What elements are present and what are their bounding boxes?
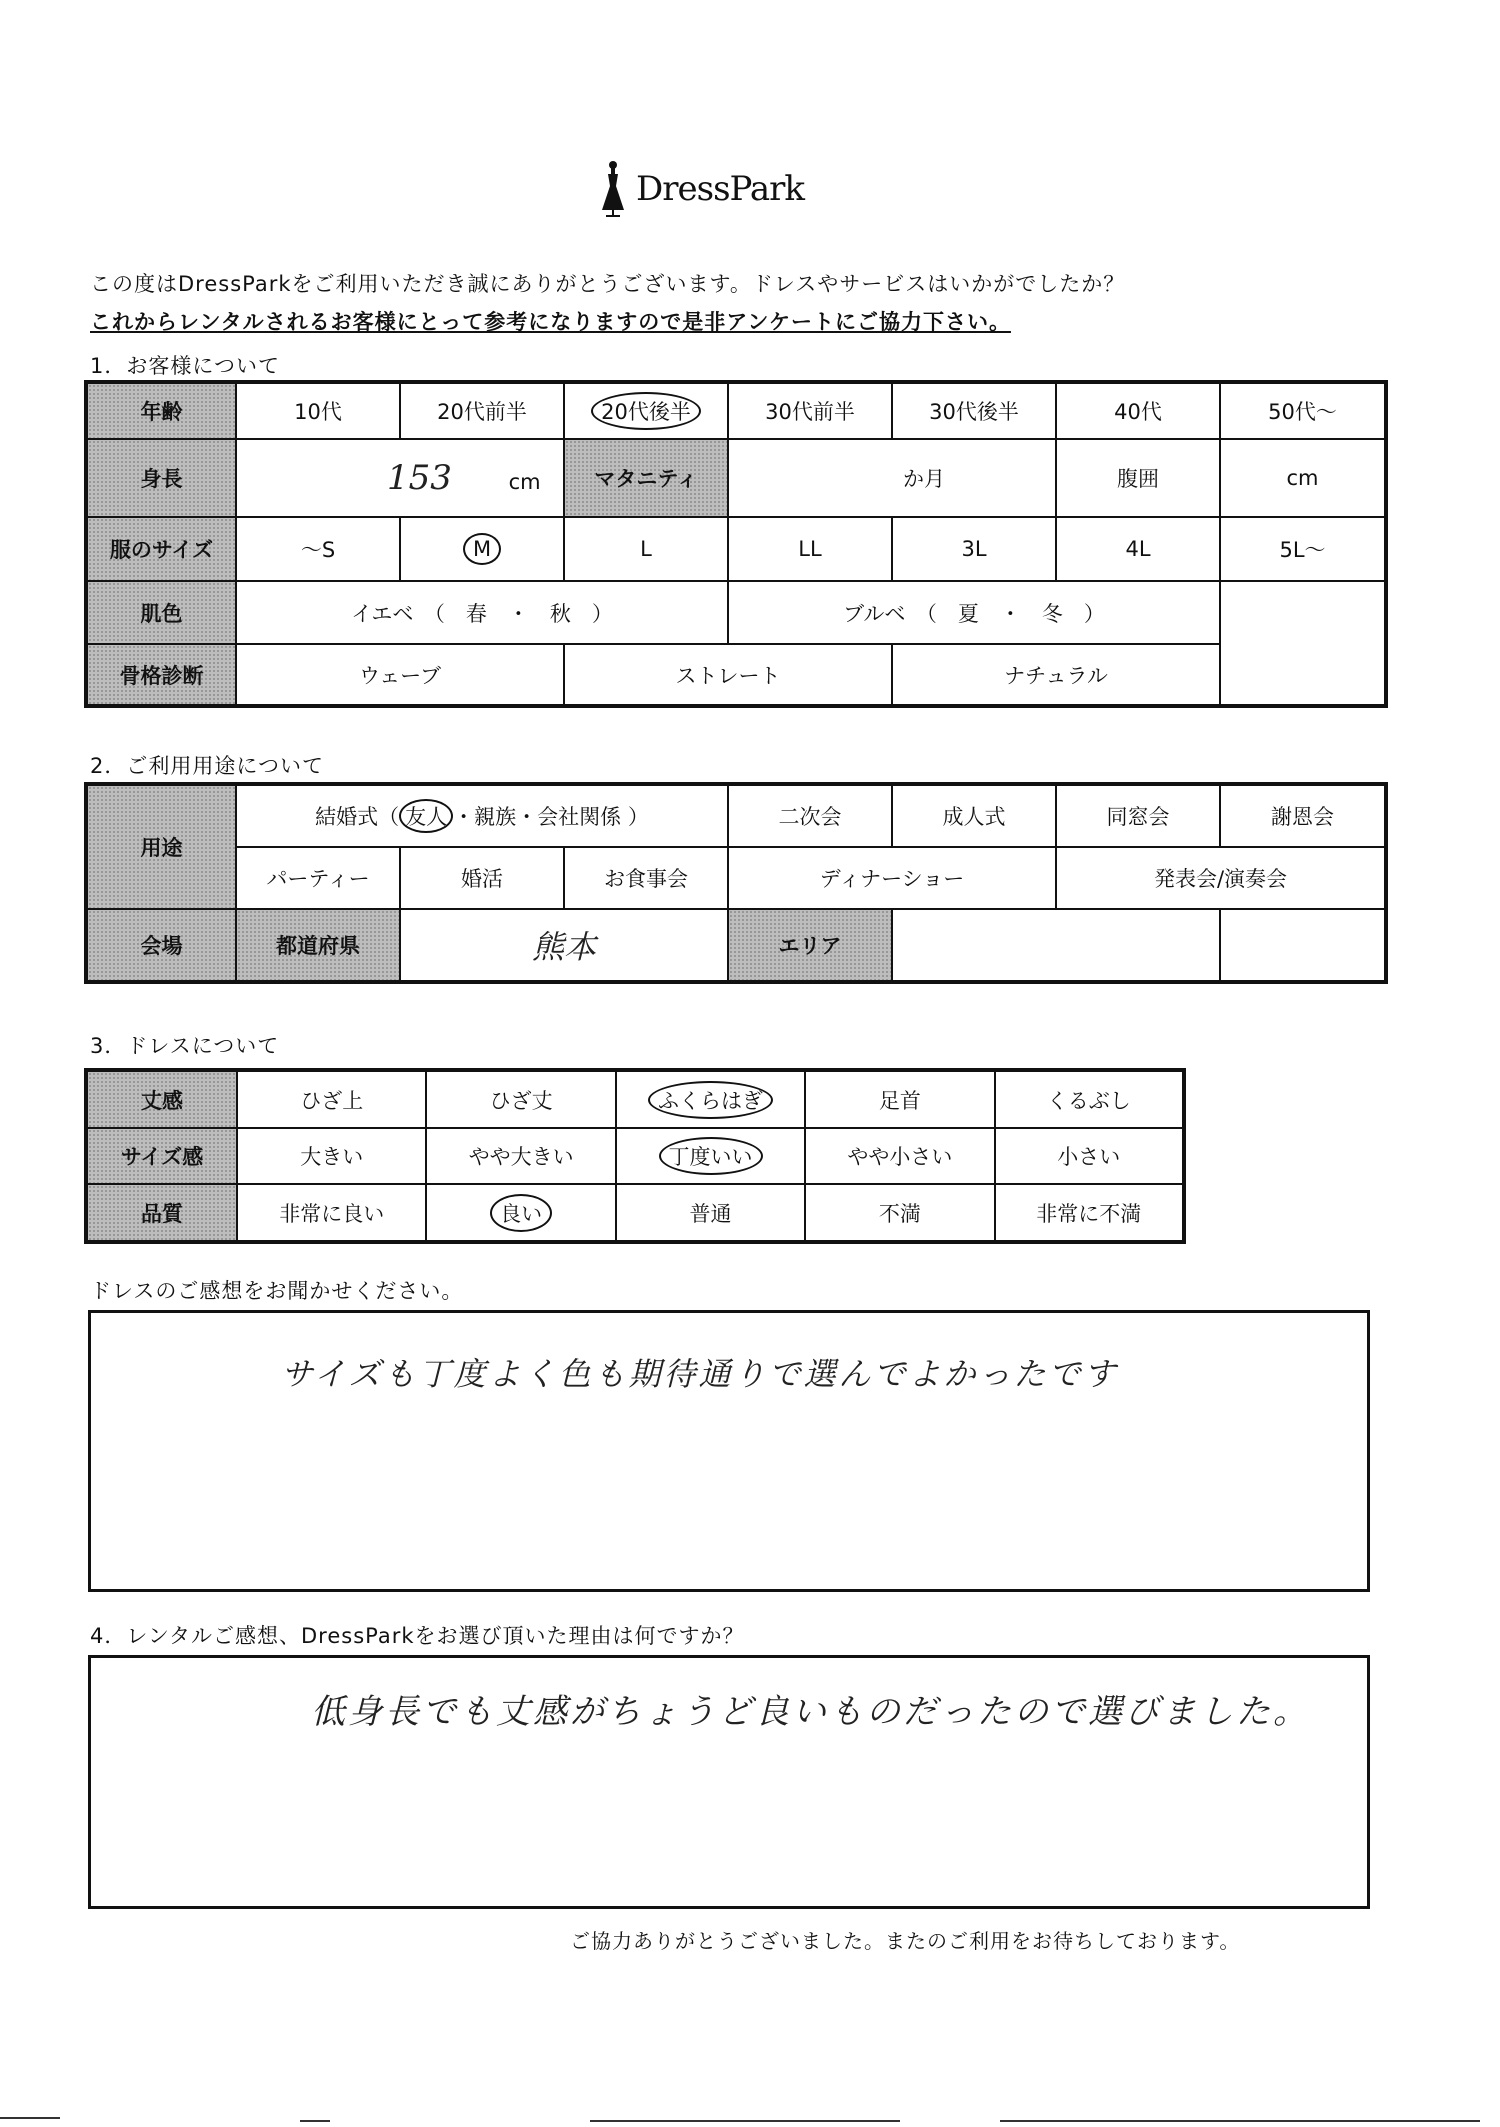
body-type-row xyxy=(86,644,1386,706)
customer-table xyxy=(84,380,1388,708)
reason-answer-box[interactable] xyxy=(88,1655,1370,1909)
length-option[interactable]: 足首 xyxy=(805,1070,994,1128)
scan-edge-mark xyxy=(590,2120,900,2122)
area-field[interactable] xyxy=(892,909,1220,982)
height-value: 153 xyxy=(387,458,452,498)
quality-option-selected[interactable] xyxy=(426,1184,615,1242)
area-label: エリア xyxy=(728,909,892,982)
size-option[interactable]: 4L xyxy=(1056,517,1220,581)
dress-table xyxy=(84,1068,1186,1244)
purpose-option[interactable]: 同窓会 xyxy=(1056,784,1220,847)
purpose-option[interactable]: 婚活 xyxy=(400,847,564,909)
scan-edge-mark xyxy=(0,2117,60,2119)
selected-circle: 丁度いい xyxy=(659,1137,763,1175)
purpose-option[interactable]: お食事会 xyxy=(564,847,728,909)
body-type-label: 骨格診断 xyxy=(86,644,236,706)
height-label: 身長 xyxy=(86,439,236,517)
usage-row-2 xyxy=(86,847,1386,909)
body-type-option[interactable]: ナチュラル xyxy=(892,644,1220,706)
size-option[interactable]: L xyxy=(564,517,728,581)
purpose-option[interactable]: 発表会/演奏会 xyxy=(1056,847,1386,909)
skin-row xyxy=(86,581,1386,644)
section4-title: 4．レンタルご感想、DressParkをお選び頂いた理由は何ですか？ xyxy=(90,1624,745,1648)
prefecture-value: 熊本 xyxy=(532,928,597,966)
fit-option-selected[interactable] xyxy=(616,1128,805,1184)
height-row xyxy=(86,439,1386,517)
length-label: 丈感 xyxy=(86,1070,237,1128)
blank-cell xyxy=(1220,581,1386,644)
prefecture-field[interactable] xyxy=(400,909,728,982)
waist-unit: cm xyxy=(1286,466,1319,490)
length-option-selected[interactable] xyxy=(616,1070,805,1128)
impression-answer: サイズも丁度よく色も期待通りで選んでよかったです xyxy=(281,1355,1119,1393)
venue-row xyxy=(86,909,1386,982)
wedding-option[interactable] xyxy=(236,784,728,847)
prefecture-label: 都道府県 xyxy=(236,909,400,982)
size-row xyxy=(86,517,1386,581)
maternity-label: マタニティ xyxy=(564,439,728,517)
selected-circle: 友人 xyxy=(399,799,453,833)
impression-question: ドレスのご感想をお聞かせください。 xyxy=(90,1279,464,1303)
size-option[interactable]: LL xyxy=(728,517,892,581)
wedding-prefix: 結婚式（ xyxy=(315,805,400,829)
size-option-selected[interactable] xyxy=(400,517,564,581)
body-type-option[interactable]: ストレート xyxy=(564,644,892,706)
footer-thanks: ご協力ありがとうございました。またのご利用をお待ちしております。 xyxy=(570,1929,1241,1953)
quality-option[interactable]: 普通 xyxy=(616,1184,805,1242)
height-unit: cm xyxy=(508,470,541,494)
maternity-months-field[interactable] xyxy=(728,439,1056,517)
selected-circle: ふくらはぎ xyxy=(648,1081,773,1119)
fit-option[interactable]: やや大きい xyxy=(426,1128,615,1184)
purpose-option[interactable]: ディナーショー xyxy=(728,847,1056,909)
brand-name: DressPark xyxy=(636,169,805,209)
size-option[interactable]: 5L～ xyxy=(1220,517,1386,581)
scan-edge-mark xyxy=(300,2120,330,2122)
fit-label: サイズ感 xyxy=(86,1128,237,1184)
fit-row xyxy=(86,1128,1184,1184)
quality-label: 品質 xyxy=(86,1184,237,1242)
usage-table xyxy=(84,782,1388,984)
age-option-selected[interactable] xyxy=(564,382,728,439)
age-label: 年齢 xyxy=(86,382,236,439)
wedding-suffix: ・親族・会社関係 ） xyxy=(453,805,649,829)
age-option[interactable]: 10代 xyxy=(236,382,400,439)
skin-blue-option[interactable]: ブルベ （ 夏 ・ 冬 ） xyxy=(728,581,1220,644)
purpose-option[interactable]: 成人式 xyxy=(892,784,1056,847)
purpose-option[interactable]: 二次会 xyxy=(728,784,892,847)
intro-text: この度はDressParkをご利用いただき誠にありがとうございます。ドレスやサービスはいかがでしたか？ xyxy=(90,272,1126,296)
scan-edge-mark xyxy=(1000,2120,1480,2122)
usage-row-1 xyxy=(86,784,1386,847)
purpose-label: 用途 xyxy=(86,784,236,909)
selected-circle: 良い xyxy=(490,1194,552,1232)
fit-option[interactable]: やや小さい xyxy=(805,1128,994,1184)
size-label: 服のサイズ xyxy=(86,517,236,581)
fit-option[interactable]: 小さい xyxy=(995,1128,1184,1184)
quality-option[interactable]: 非常に良い xyxy=(237,1184,426,1242)
reason-answer: 低身長でも丈感がちょうど良いものだったので選びました。 xyxy=(311,1692,1310,1732)
quality-row xyxy=(86,1184,1184,1242)
length-row xyxy=(86,1070,1184,1128)
waist-label: 腹囲 xyxy=(1056,439,1220,517)
age-option[interactable]: 30代後半 xyxy=(892,382,1056,439)
fit-option[interactable]: 大きい xyxy=(237,1128,426,1184)
months-unit: か月 xyxy=(903,467,945,491)
age-option[interactable]: 50代～ xyxy=(1220,382,1386,439)
quality-option[interactable]: 不満 xyxy=(805,1184,994,1242)
length-option[interactable]: ひざ上 xyxy=(237,1070,426,1128)
length-option[interactable]: ひざ丈 xyxy=(426,1070,615,1128)
age-option[interactable]: 40代 xyxy=(1056,382,1220,439)
logo xyxy=(600,160,804,218)
purpose-option[interactable]: 謝恩会 xyxy=(1220,784,1386,847)
height-field[interactable] xyxy=(236,439,564,517)
length-option[interactable]: くるぶし xyxy=(995,1070,1184,1128)
selected-circle: 20代後半 xyxy=(591,392,701,430)
selected-circle: M xyxy=(463,533,501,565)
section1-title: 1．お客様について xyxy=(90,354,280,378)
waist-field[interactable] xyxy=(1220,439,1386,517)
skin-label: 肌色 xyxy=(86,581,236,644)
age-row xyxy=(86,382,1386,439)
skin-yellow-option[interactable]: イエベ （ 春 ・ 秋 ） xyxy=(236,581,728,644)
section3-title: 3．ドレスについて xyxy=(90,1034,280,1058)
size-option[interactable]: 3L xyxy=(892,517,1056,581)
dress-mannequin-icon xyxy=(600,160,626,218)
venue-label: 会場 xyxy=(86,909,236,982)
purpose-option[interactable]: パーティー xyxy=(236,847,400,909)
section2-title: 2．ご利用用途について xyxy=(90,754,324,778)
age-option[interactable]: 30代前半 xyxy=(728,382,892,439)
quality-option[interactable]: 非常に不満 xyxy=(995,1184,1184,1242)
size-option[interactable]: ～S xyxy=(236,517,400,581)
impression-answer-box[interactable] xyxy=(88,1310,1370,1592)
body-type-option[interactable]: ウェーブ xyxy=(236,644,564,706)
blank-cell xyxy=(1220,644,1386,706)
age-option[interactable]: 20代前半 xyxy=(400,382,564,439)
blank-cell xyxy=(1220,909,1386,982)
intro-request: これからレンタルされるお客様にとって参考になりますので是非アンケートにご協力下さい。 xyxy=(90,310,1011,334)
